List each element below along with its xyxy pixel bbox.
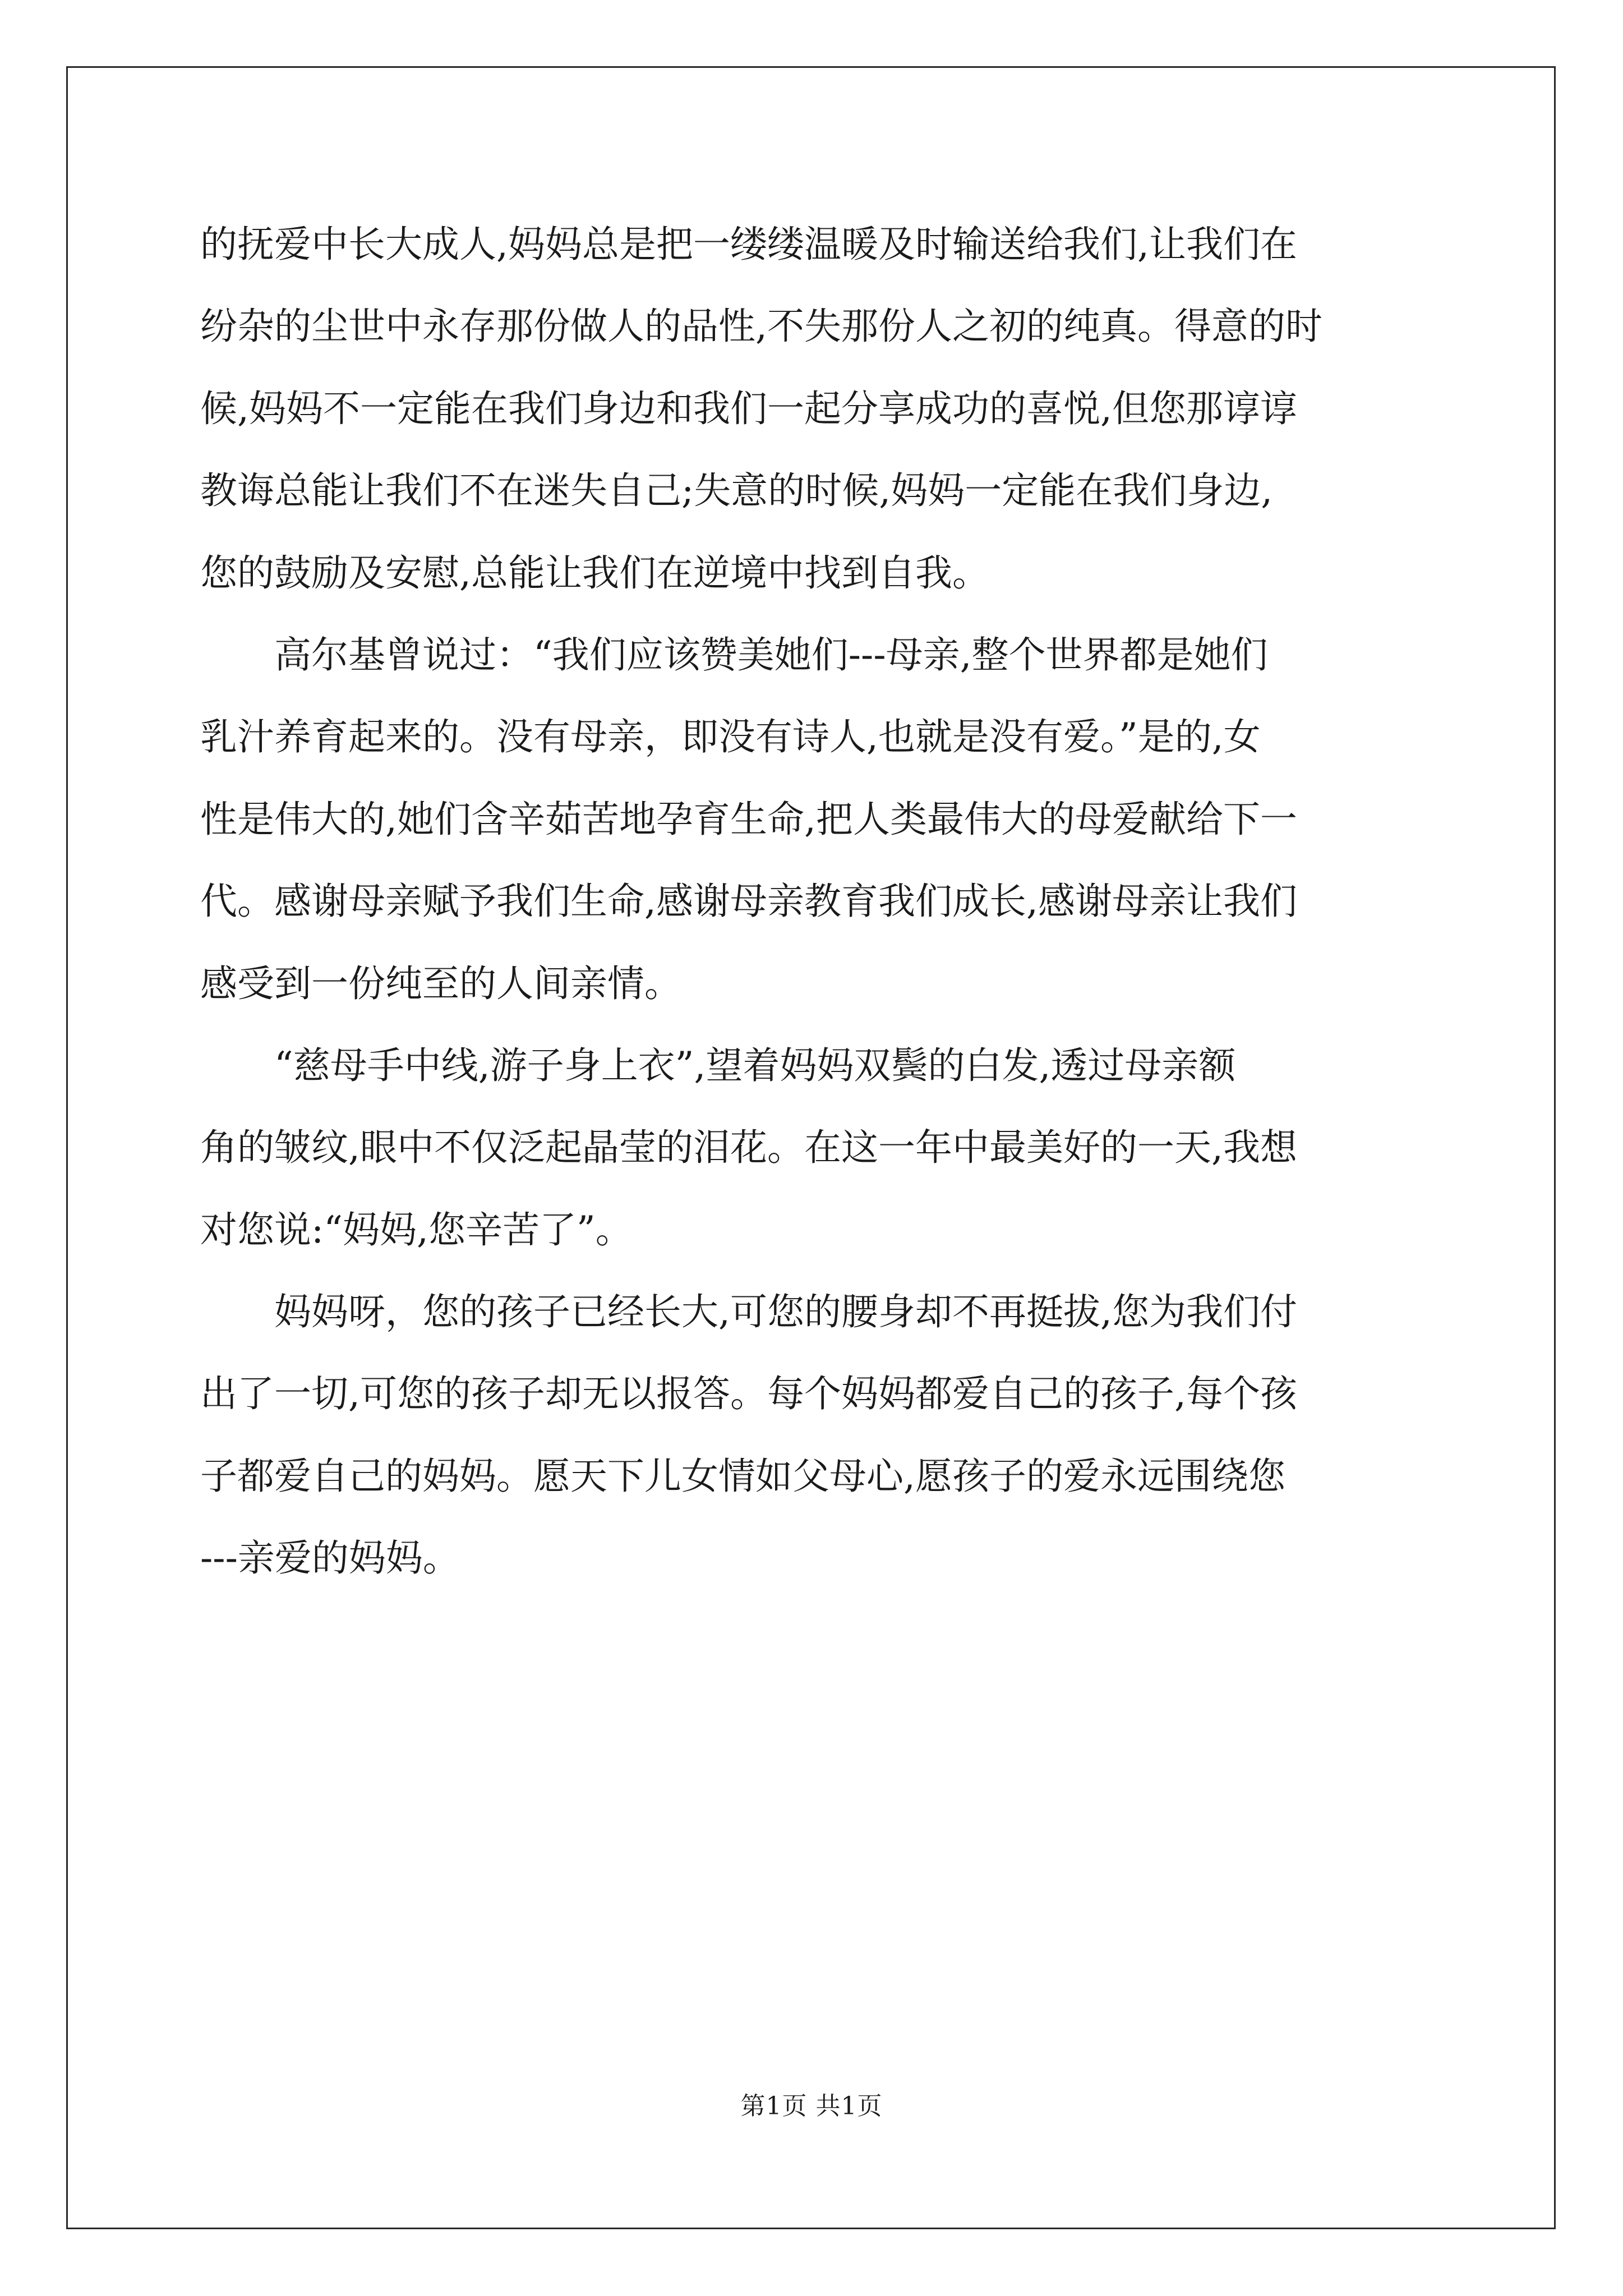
text-line: 您的鼓励及安慰,总能让我们在逆境中找到自我。 <box>200 551 989 595</box>
paragraph <box>200 204 1423 614</box>
document-body <box>200 204 1423 1600</box>
text-line: 妈妈呀，您的孩子已经长大,可您的腰身却不再挺拔,您为我们付 <box>274 1290 1297 1334</box>
text-line: 纷杂的尘世中永存那份做人的品性,不失那份人之初的纯真。得意的时 <box>200 305 1322 348</box>
text-line: 对您说:“妈妈,您辛苦了”。 <box>200 1208 633 1251</box>
text-line: 教诲总能让我们不在迷失自己;失意的时候,妈妈一定能在我们身边, <box>200 469 1273 513</box>
text-line: 感受到一份纯至的人间亲情。 <box>200 961 681 1005</box>
text-line: 代。感谢母亲赋予我们生命,感谢母亲教育我们成长,感谢母亲让我们 <box>200 880 1297 923</box>
text-line: 角的皱纹,眼中不仅泛起晶莹的泪花。在这一年中最美好的一天,我想 <box>200 1126 1297 1170</box>
text-line: 的抚爱中长大成人,妈妈总是把一缕缕温暖及时输送给我们,让我们在 <box>200 223 1297 266</box>
paragraph <box>200 614 1423 1025</box>
text-line: 出了一切,可您的孩子却无以报答。每个妈妈都爱自己的孩子,每个孩 <box>200 1372 1297 1416</box>
text-line: 子都爱自己的妈妈。愿天下儿女情如父母心,愿孩子的爱永远围绕您 <box>200 1454 1285 1498</box>
page-number: 第1页 共1页 <box>740 2092 883 2120</box>
text-line: ---亲爱的妈妈。 <box>200 1536 460 1580</box>
text-line: 性是伟大的,她们含辛茹苦地孕育生命,把人类最伟大的母爱献给下一 <box>200 797 1297 841</box>
text-line: 乳汁养育起来的。没有母亲，即没有诗人,也就是没有爱。”是的,女 <box>200 715 1261 759</box>
paragraph <box>200 1025 1423 1271</box>
text-line: 候,妈妈不一定能在我们身边和我们一起分享成功的喜悦,但您那谆谆 <box>200 386 1297 430</box>
paragraph <box>200 1271 1423 1600</box>
text-line: “慈母手中线,游子身上衣”,望着妈妈双鬓的白发,透过母亲额 <box>274 1043 1236 1087</box>
text-line: 高尔基曾说过：“我们应该赞美她们---母亲,整个世界都是她们 <box>274 633 1268 677</box>
